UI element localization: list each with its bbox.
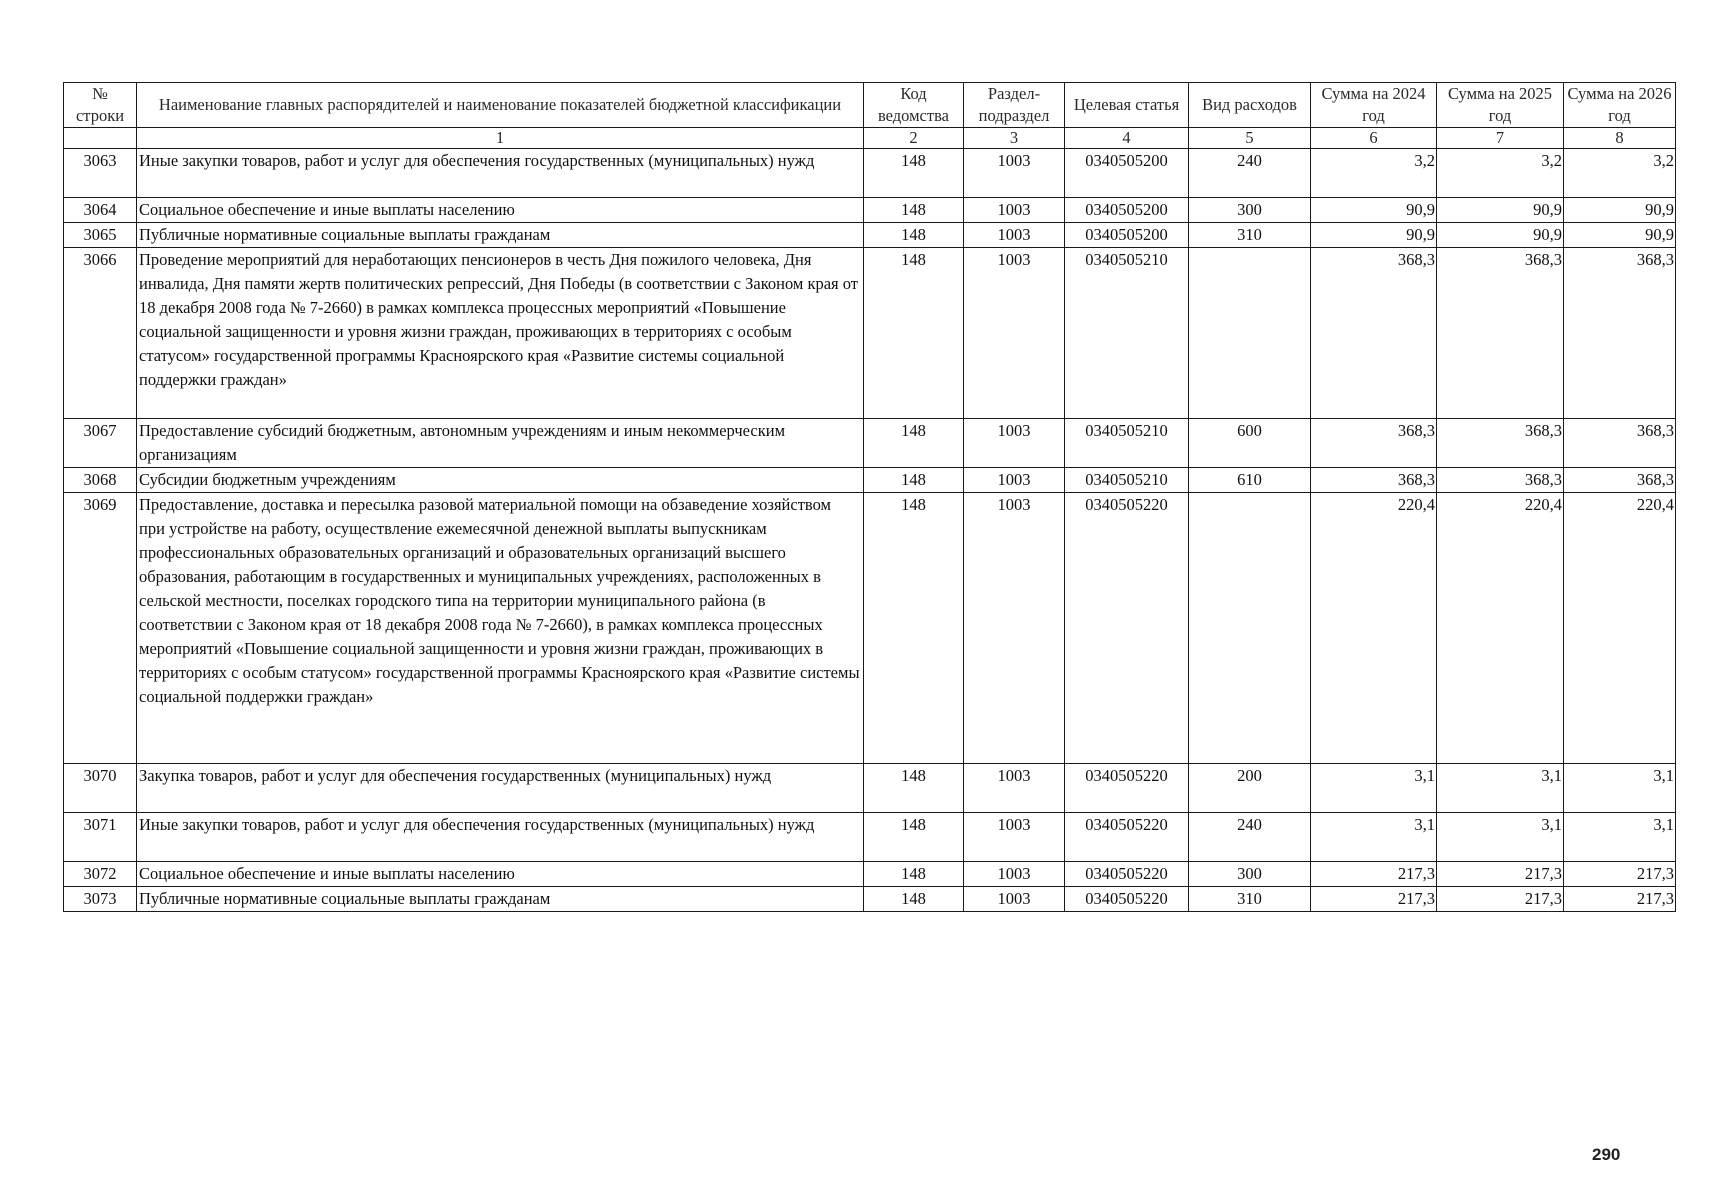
row-name: Иные закупки товаров, работ и услуг для обеспечения государственных (муниципальных) нужд [137,813,864,862]
row-dept-code: 148 [864,198,964,223]
table-row [64,198,1676,223]
row-sum-2026: 3,1 [1564,813,1676,862]
row-target: 0340505220 [1065,862,1189,887]
table-row [64,223,1676,248]
row-sum-2026: 220,4 [1564,493,1676,764]
row-expense-type [1189,493,1311,764]
table-row [64,887,1676,912]
column-number [64,128,137,149]
column-number: 7 [1437,128,1564,149]
row-dept-code: 148 [864,468,964,493]
row-section: 1003 [964,468,1065,493]
row-sum-2025: 368,3 [1437,248,1564,419]
row-sum-2026: 368,3 [1564,248,1676,419]
table-header-row [64,83,1676,128]
row-dept-code: 148 [864,862,964,887]
row-expense-type: 200 [1189,764,1311,813]
row-dept-code: 148 [864,248,964,419]
row-number: 3063 [64,149,137,198]
row-sum-2026: 90,9 [1564,223,1676,248]
row-target: 0340505200 [1065,198,1189,223]
column-number: 8 [1564,128,1676,149]
row-sum-2026: 3,2 [1564,149,1676,198]
row-expense-type [1189,248,1311,419]
row-name: Предоставление, доставка и пересылка разовой материальной помощи на обзаведение хозяйством при устройстве на работу, осуществление ежемесячной денежной выплаты выпускникам профессиональных образовательных организаций и образовательных организаций высшего образования, работающим в государственных и муниципальных учреждениях, расположенных в сельской местности, поселках городского типа на территории муниципального района (в соответствии с Законом края от 18 декабря 2008 года № 7-2660), в рамках комплекса процессных мероприятий «Повышение социальной защищенности и уровня жизни граждан, проживающих в территориях с особым статусом» государственной программы Красноярского края «Развитие системы социальной поддержки граждан» [137,493,864,764]
row-dept-code: 148 [864,493,964,764]
header-expense-type: Вид расходов [1189,83,1311,128]
row-section: 1003 [964,813,1065,862]
row-number: 3068 [64,468,137,493]
row-section: 1003 [964,493,1065,764]
row-expense-type: 240 [1189,149,1311,198]
row-expense-type: 610 [1189,468,1311,493]
row-sum-2025: 3,1 [1437,764,1564,813]
row-name: Закупка товаров, работ и услуг для обеспечения государственных (муниципальных) нужд [137,764,864,813]
row-section: 1003 [964,764,1065,813]
row-sum-2024: 368,3 [1311,468,1437,493]
row-number: 3066 [64,248,137,419]
row-number: 3064 [64,198,137,223]
row-target: 0340505220 [1065,764,1189,813]
header-sum-2025: Сумма на 2025 год [1437,83,1564,128]
header-row-number: № строки [64,83,137,128]
header-sum-2026: Сумма на 2026 год [1564,83,1676,128]
table-row [64,248,1676,419]
column-number: 3 [964,128,1065,149]
row-name: Предоставление субсидий бюджетным, автономным учреждениям и иным некоммерческим организациям [137,419,864,468]
row-expense-type: 310 [1189,223,1311,248]
row-name: Публичные нормативные социальные выплаты гражданам [137,223,864,248]
header-dept-code: Код ведомства [864,83,964,128]
row-target: 0340505210 [1065,468,1189,493]
column-number: 2 [864,128,964,149]
row-target: 0340505200 [1065,223,1189,248]
row-name: Иные закупки товаров, работ и услуг для обеспечения государственных (муниципальных) нужд [137,149,864,198]
table-row [64,764,1676,813]
row-sum-2026: 368,3 [1564,419,1676,468]
row-dept-code: 148 [864,419,964,468]
header-sum-2024: Сумма на 2024 год [1311,83,1437,128]
row-section: 1003 [964,862,1065,887]
row-sum-2025: 217,3 [1437,887,1564,912]
row-name: Проведение мероприятий для неработающих пенсионеров в честь Дня пожилого человека, Дня инвалида, Дня памяти жертв политических репрессий, Дня Победы (в соответствии с Законом края от 18 декабря 2008 года № 7-2660) в рамках комплекса процессных мероприятий «Повышение социальной защищенности и уровня жизни граждан, проживающих в территориях с особым статусом» государственной программы Красноярского края «Развитие системы социальной поддержки граждан» [137,248,864,419]
row-number: 3073 [64,887,137,912]
row-target: 0340505200 [1065,149,1189,198]
row-expense-type: 300 [1189,862,1311,887]
row-dept-code: 148 [864,149,964,198]
row-dept-code: 148 [864,813,964,862]
row-name: Социальное обеспечение и иные выплаты населению [137,862,864,887]
row-sum-2025: 368,3 [1437,419,1564,468]
row-sum-2025: 90,9 [1437,223,1564,248]
row-sum-2025: 368,3 [1437,468,1564,493]
row-sum-2024: 220,4 [1311,493,1437,764]
row-dept-code: 148 [864,764,964,813]
row-number: 3072 [64,862,137,887]
row-name: Публичные нормативные социальные выплаты гражданам [137,887,864,912]
table-row [64,493,1676,764]
column-number: 6 [1311,128,1437,149]
table-row [64,813,1676,862]
row-expense-type: 600 [1189,419,1311,468]
row-sum-2024: 90,9 [1311,198,1437,223]
row-sum-2025: 220,4 [1437,493,1564,764]
row-sum-2024: 90,9 [1311,223,1437,248]
row-name: Субсидии бюджетным учреждениям [137,468,864,493]
column-number-row [64,128,1676,149]
row-section: 1003 [964,248,1065,419]
row-expense-type: 300 [1189,198,1311,223]
row-number: 3070 [64,764,137,813]
row-number: 3065 [64,223,137,248]
header-name: Наименование главных распорядителей и наименование показателей бюджетной классификации [137,83,864,128]
row-dept-code: 148 [864,887,964,912]
row-sum-2025: 3,2 [1437,149,1564,198]
table-row [64,419,1676,468]
column-number: 5 [1189,128,1311,149]
row-dept-code: 148 [864,223,964,248]
row-section: 1003 [964,223,1065,248]
row-name: Социальное обеспечение и иные выплаты населению [137,198,864,223]
row-section: 1003 [964,198,1065,223]
row-section: 1003 [964,419,1065,468]
row-sum-2024: 217,3 [1311,887,1437,912]
row-sum-2024: 3,2 [1311,149,1437,198]
row-sum-2025: 217,3 [1437,862,1564,887]
row-sum-2024: 3,1 [1311,764,1437,813]
row-sum-2024: 217,3 [1311,862,1437,887]
row-sum-2026: 217,3 [1564,887,1676,912]
row-sum-2025: 90,9 [1437,198,1564,223]
row-sum-2024: 368,3 [1311,248,1437,419]
row-target: 0340505210 [1065,248,1189,419]
row-number: 3071 [64,813,137,862]
row-expense-type: 240 [1189,813,1311,862]
column-number: 4 [1065,128,1189,149]
page-number: 290 [1592,1145,1621,1164]
row-sum-2024: 368,3 [1311,419,1437,468]
row-sum-2026: 3,1 [1564,764,1676,813]
header-section: Раздел-подраздел [964,83,1065,128]
row-number: 3067 [64,419,137,468]
row-target: 0340505210 [1065,419,1189,468]
row-section: 1003 [964,149,1065,198]
row-section: 1003 [964,887,1065,912]
row-expense-type: 310 [1189,887,1311,912]
table-row [64,862,1676,887]
row-sum-2026: 90,9 [1564,198,1676,223]
header-target: Целевая статья [1065,83,1189,128]
row-sum-2026: 368,3 [1564,468,1676,493]
row-sum-2026: 217,3 [1564,862,1676,887]
row-sum-2025: 3,1 [1437,813,1564,862]
budget-table [63,82,1676,912]
row-target: 0340505220 [1065,813,1189,862]
column-number: 1 [137,128,864,149]
row-target: 0340505220 [1065,493,1189,764]
table-row [64,149,1676,198]
table-row [64,468,1676,493]
row-target: 0340505220 [1065,887,1189,912]
row-number: 3069 [64,493,137,764]
row-sum-2024: 3,1 [1311,813,1437,862]
